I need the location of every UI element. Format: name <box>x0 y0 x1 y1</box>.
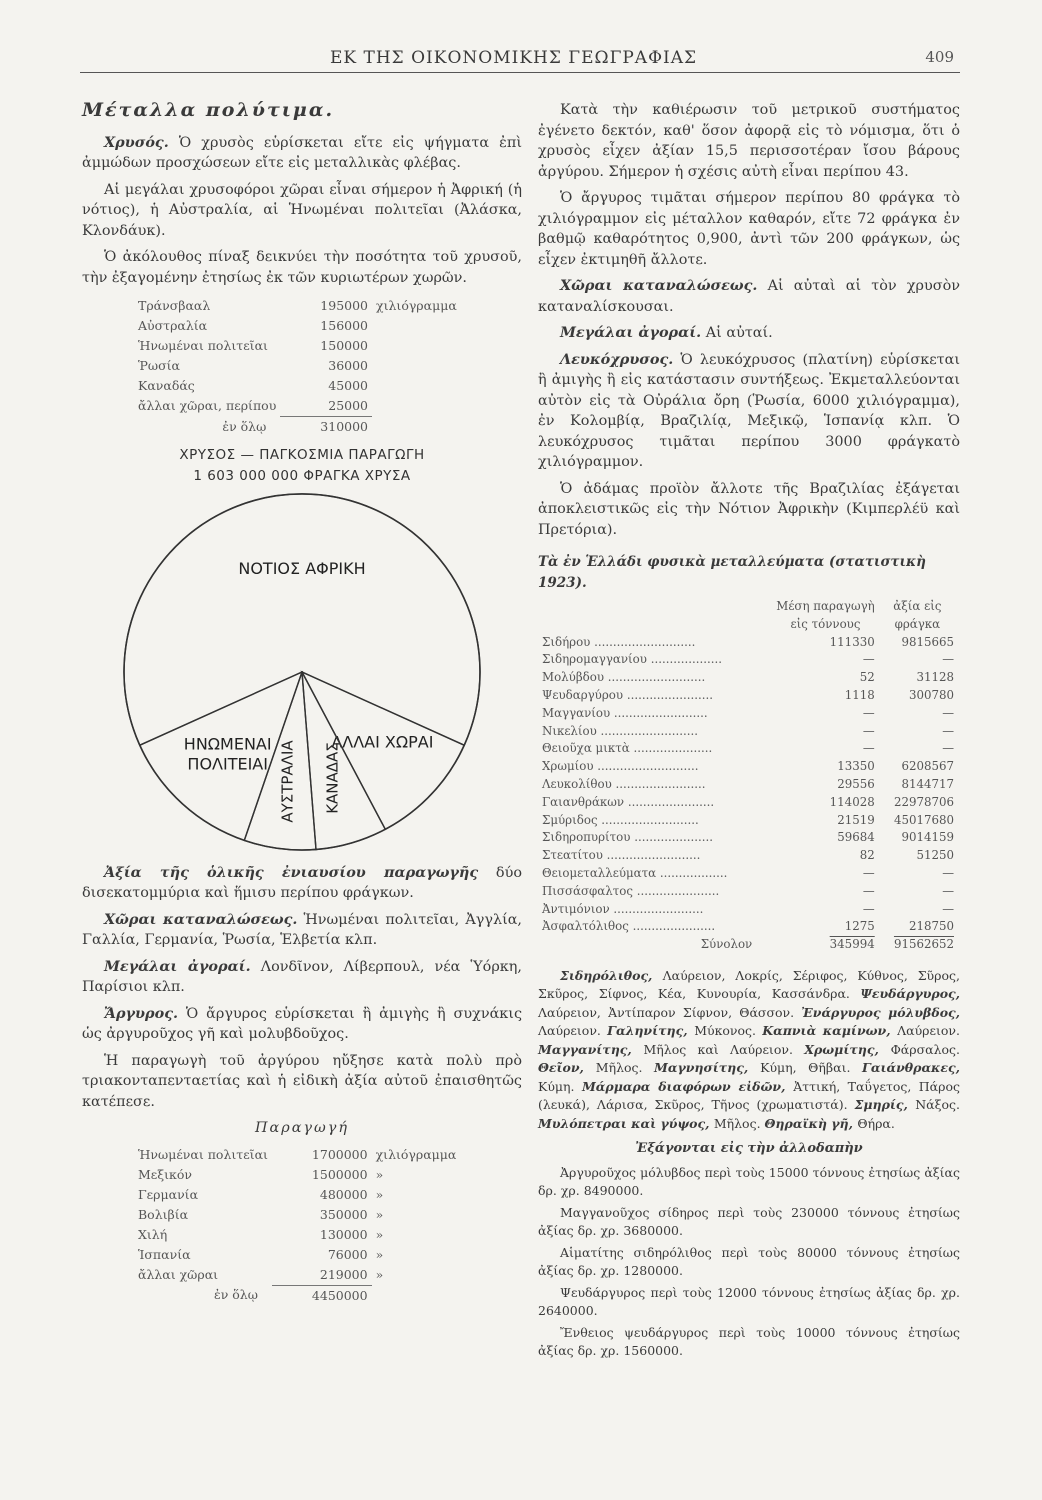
mineral-name: Νικελίου .......................... <box>542 723 699 738</box>
table-row <box>134 376 461 396</box>
table-row <box>134 336 461 356</box>
table-row <box>134 316 461 336</box>
mineral-locations: Φάρσαλος. <box>890 1041 960 1057</box>
value-lead: Ἀξία τῆς ὁλικῆς ἐνιαυσίου παραγωγῆς <box>104 863 479 881</box>
table-row <box>540 830 956 846</box>
silver-name: ἄλλαι χῶραι <box>138 1266 219 1282</box>
consume-text: Ἡνωμέναι πολιτεῖαι, Ἀγγλία, Γαλλία, Γερμανία, Ῥωσία, Ἑλβετία κλπ. <box>82 911 523 948</box>
table-row <box>540 902 956 918</box>
pie-label-other-countries: ΑΛΛΑΙ ΧΩΡΑΙ <box>331 732 434 752</box>
mineral-value: 6208567 <box>901 759 954 774</box>
silver-text: Ὁ ἄργυρος εὑρίσκεται ἢ ἀμιγὴς ἢ συχνάκις ὡς ἀργυροῦχος γῆ καὶ μολυβδοῦχος. <box>82 1005 523 1042</box>
silver-value: 480000 <box>319 1186 368 1202</box>
mineral-lead: Καπνιὰ καμίνων, <box>762 1023 898 1039</box>
mineral-name: Σιδηροπυρίτου ..................... <box>542 830 713 845</box>
gold-value: 25000 <box>280 396 372 417</box>
table-row <box>540 866 956 882</box>
table-row <box>134 296 461 316</box>
markets-text: Λονδῖνον, Λίβερπουλ, νέα Ὑόρκη, Παρίσιοι κλπ. <box>82 958 522 995</box>
mineral-tons: 114028 <box>829 794 875 809</box>
mineral-lead: Γαιάνθρακες, <box>861 1060 960 1076</box>
gold-unit <box>372 376 461 396</box>
production-title: Παραγωγή <box>254 1120 349 1136</box>
exports-list <box>538 1164 960 1361</box>
silver-name: Βολιβία <box>138 1206 189 1222</box>
silver-unit: » <box>375 1166 384 1182</box>
mineral-locations: Μῆλος. <box>713 1115 765 1131</box>
value-text: δύο δισεκατομμύρια καὶ ἥμισυ περίπου φράγκων. <box>82 864 522 901</box>
diamond-paragraph: Ὁ ἀδάμας προϊὸν ἄλλοτε τῆς Βραζιλίας ἐξάγεται ἀποκλειστικῶς εἰς τὴν Νότιον Ἀφρικὴν (Κιμπερλέϋ καὶ Πρετόρια). <box>538 480 960 538</box>
silver-unit: » <box>375 1186 384 1202</box>
page-number: 409 <box>925 48 954 66</box>
section-title: Μέταλλα πολύτιμα. <box>82 99 335 121</box>
mineral-locations: Λαύρειον. <box>897 1023 960 1039</box>
table-row <box>134 1205 460 1225</box>
mineral-value: 45017680 <box>893 812 954 827</box>
silver-price-paragraph: Ὁ ἄργυρος τιμᾶται σήμερον περίπου 80 φράγκα τὸ χιλιόγραμμον εἰς μέταλλον καθαρόν, εἴτε 72 φράγκα ἐν βαθμῷ καθαρότητος 0,900, ἀντὶ τῶν 200 φράγκων, ὡς εἶχεν ἐκτιμηθῆ ἄλλοτε. <box>538 190 960 268</box>
mineral-value: 22978706 <box>893 794 954 809</box>
export-item: Ἔνθειος ψευδάργυρος περὶ τοὺς 10000 τόννους ἐτησίως ἀξίας δρ. χρ. 1560000. <box>538 1324 960 1359</box>
mineral-value: — <box>942 723 954 738</box>
mineral-tons: 29556 <box>837 776 875 791</box>
platinum-lead: Λευκόχρυσος. <box>560 350 674 368</box>
pie-label-united-states: ΗΝΩΜΕΝΑΙ ΠΟΛΙΤΕΙΑΙ <box>183 734 272 774</box>
table-row <box>540 706 956 722</box>
mineral-tons: — <box>862 741 875 756</box>
mineral-tons: 1118 <box>844 687 875 702</box>
mineral-locations: Λαύρειον. <box>538 1023 608 1039</box>
gold-name: Τράνσβααλ <box>138 298 211 313</box>
consume-paragraph <box>82 910 522 951</box>
platinum-text: Ὁ λευκόχρυσος (πλατίνη) εὑρίσκεται ἢ ἀμιγὴς ἢ εἰς κατάστασιν συντήξεως. Ἐκμεταλλεύονται αὐτὸν εἰς τὰ Οὐράλια ὄρη (Ῥωσία, 6000 χιλιόγραμμα), ἐν Κολομβίᾳ, Βραζιλίᾳ, Μεξικῷ, Ἱσπανίᾳ κλπ. Ὁ λευκόχρυσος τιμᾶται περίπου 3000 φράγκατὸ χιλιόγραμμον. <box>538 351 960 470</box>
left-column <box>82 100 522 1306</box>
gold-unit <box>372 316 461 336</box>
consume-lead: Χῶραι καταναλώσεως. <box>104 910 298 928</box>
mineral-lead: Χρωμίτης, <box>804 1041 891 1057</box>
table-row <box>540 795 956 811</box>
silver-unit: » <box>375 1226 384 1242</box>
mineral-locations: Μύκονος. <box>694 1023 763 1039</box>
mineral-tons: — <box>862 723 875 738</box>
gold-value: 45000 <box>328 378 369 393</box>
greek-minerals-table <box>538 597 958 955</box>
silver-value: 130000 <box>319 1226 368 1242</box>
mineral-lead: Σιδηρόλιθος, <box>560 967 663 983</box>
mineral-tons: 21519 <box>837 812 875 827</box>
value-paragraph <box>82 863 522 904</box>
mineral-value: 31128 <box>916 670 954 685</box>
stats-total-value: 91562652 <box>893 937 954 952</box>
mineral-value: — <box>942 652 954 667</box>
gold-value: 36000 <box>328 358 369 373</box>
stats-col2-header-a: ἀξία εἰς <box>893 599 942 613</box>
mineral-lead: Ψευδάργυρος, <box>860 986 960 1002</box>
mineral-value: — <box>942 865 954 880</box>
silver-lead: Ἄργυρος. <box>104 1004 178 1022</box>
table-row <box>540 688 956 704</box>
silver-name: Ἡνωμέναι πολιτεῖαι <box>138 1146 268 1162</box>
silver-value: 1500000 <box>311 1166 368 1182</box>
silver-unit: » <box>375 1206 384 1222</box>
pie-label-south-africa: ΝΟΤΙΟΣ ΑΦΡΙΚΗ <box>238 559 366 579</box>
silver-value: 76000 <box>327 1246 368 1262</box>
mineral-lead: Μάρμαρα διαφόρων εἰδῶν, <box>581 1078 794 1094</box>
mineral-value: 9014159 <box>901 830 954 845</box>
mineral-lead: Γαληνίτης, <box>607 1023 695 1039</box>
mineral-name: Σμύριδος .......................... <box>542 812 699 827</box>
table-row <box>540 848 956 864</box>
mineral-name: Μολύβδου .......................... <box>542 670 706 685</box>
right-column <box>538 100 960 1364</box>
table-row <box>540 670 956 686</box>
gold-value: 150000 <box>320 338 369 353</box>
silver-production-table <box>134 1145 460 1306</box>
mineral-name: Σιδηρομαγγανίου ................... <box>542 652 722 667</box>
silver-unit: » <box>375 1266 384 1282</box>
mineral-tons: — <box>862 901 875 916</box>
silver-name: Ἱσπανία <box>138 1246 191 1262</box>
mineral-lead: Μυλόπετραι καὶ γύψος, <box>538 1115 714 1131</box>
gold-pie-chart <box>82 487 522 852</box>
table-row <box>134 1225 460 1245</box>
silver-value: 1700000 <box>311 1146 368 1162</box>
silver-name: Γερμανία <box>138 1186 199 1202</box>
mineral-tons: — <box>862 705 875 720</box>
gold-lead: Χρυσός. <box>104 133 169 151</box>
mineral-places-paragraph <box>538 967 960 1134</box>
mineral-tons: 82 <box>859 848 875 863</box>
pie-label-australia: ΑΥΣΤΡΑΛΙΑ <box>278 740 297 823</box>
silver-total-label: ἐν ὅλῳ <box>214 1287 258 1303</box>
markets-text-right: Αἱ αὐταί. <box>705 325 773 341</box>
table-row <box>134 1245 460 1265</box>
stats-total-label: Σύνολον <box>700 937 753 952</box>
mineral-name: Χρωμίου ........................... <box>542 759 699 774</box>
stats-total-row <box>540 937 956 953</box>
table-row <box>540 635 956 651</box>
mineral-value: — <box>942 705 954 720</box>
table-row <box>540 741 956 757</box>
gold-production-table <box>134 296 461 437</box>
gold-name: Ῥωσία <box>138 358 180 373</box>
mineral-value: 9815665 <box>901 634 954 649</box>
mineral-lead: Σμηρίς, <box>854 1097 916 1113</box>
table-row <box>134 1145 460 1165</box>
mineral-name: Στεατίτου ......................... <box>542 848 701 863</box>
gold-unit <box>372 336 461 356</box>
markets-paragraph <box>82 957 522 998</box>
gold-paragraph-3: Ὁ ἀκόλουθος πίναξ δεικνύει τὴν ποσότητα τοῦ χρυσοῦ, τὴν ἐξαγομένην ἐτησίως ἐκ τῶν κυριωτέρων χωρῶν. <box>82 249 522 286</box>
mineral-tons: 59684 <box>837 830 875 845</box>
silver-name: Χιλή <box>138 1226 168 1242</box>
mineral-value: — <box>942 901 954 916</box>
mineral-name: Θειομεταλλεύματα .................. <box>542 865 728 880</box>
pie-slice-south-africa <box>124 494 480 745</box>
total-row <box>134 1285 460 1306</box>
stats-header-row-2 <box>540 617 956 633</box>
mineral-tons: 13350 <box>837 759 875 774</box>
table-row <box>134 1165 460 1185</box>
metric-paragraph: Κατὰ τὴν καθιέρωσιν τοῦ μετρικοῦ συστήματος ἐγένετο δεκτόν, καθ' ὅσον ἀφορᾷ εἰς τὸ νόμισμα, ὅτι ὁ χρυσὸς εἶχεν ἀξίαν 15,5 περισσοτέραν ἴσου βάρους ἀργύρου. Σήμερον ἡ σχέσις αὐτὴ εἶναι περίπου 43. <box>538 102 960 180</box>
table-row <box>540 884 956 900</box>
export-title: Ἐξάγονται εἰς τὴν ἀλλοδαπὴν <box>635 1141 863 1157</box>
mineral-value: 300780 <box>908 687 954 702</box>
mineral-tons: — <box>862 652 875 667</box>
mineral-tons: — <box>862 883 875 898</box>
mineral-locations: Ἀττική, Ταΰγετος, Πάρος (λευκά), Λάρισα, Σκῦρος, Τῆνος (χρωματιστά). <box>538 1078 960 1113</box>
stats-col2-header-b: φράγκα <box>894 616 941 631</box>
silver-value: 350000 <box>319 1206 368 1222</box>
gold-name: Ἡνωμέναι πολιτεῖαι <box>138 338 268 353</box>
chart-subtitle: 1 603 000 000 ΦΡΑΓΚΑ ΧΡΥΣΑ <box>193 468 411 484</box>
consume-lead-right: Χῶραι καταναλώσεως. <box>560 277 758 294</box>
silver-value: 219000 <box>272 1265 372 1286</box>
silver-unit: » <box>375 1246 384 1262</box>
mineral-value: 51250 <box>916 848 954 863</box>
silver-total-value: 4450000 <box>311 1287 368 1303</box>
gold-paragraph <box>82 133 522 174</box>
table-row <box>540 724 956 740</box>
table-row <box>134 356 461 376</box>
mineral-locations: Θήρα. <box>857 1115 895 1131</box>
mineral-tons: 1275 <box>844 919 875 934</box>
mineral-value: 8144717 <box>901 776 954 791</box>
stats-header-row-1 <box>540 599 956 615</box>
mineral-tons: — <box>862 865 875 880</box>
mineral-name: Σιδήρου ........................... <box>542 634 696 649</box>
running-header <box>80 44 960 74</box>
table-row <box>540 919 956 935</box>
markets-paragraph-right <box>538 323 960 344</box>
stats-title: Τὰ ἐν Ἑλλάδι φυσικὰ μεταλλεύματα (στατιστικὴ 1923). <box>538 554 926 591</box>
export-item: Αἱματίτης σιδηρόλιθος περὶ τοὺς 80000 τόννους ἐτησίως ἀξίας δρ. χρ. 1280000. <box>538 1244 960 1279</box>
mineral-locations: Κύμη. <box>538 1078 582 1094</box>
mineral-tons: 52 <box>859 670 875 685</box>
gold-name: Καναδάς <box>138 378 195 393</box>
stats-col1-header-b: εἰς τόννους <box>790 616 861 631</box>
platinum-paragraph <box>538 350 960 473</box>
silver-paragraph-2: Ἡ παραγωγὴ τοῦ ἀργύρου ηὔξησε κατὰ πολὺ πρὸ τριακονταπενταετίας καὶ ἡ εἰδικὴ ἀξία αὐτοῦ ἐπαισθητῶς κατέπεσε. <box>82 1052 522 1110</box>
mineral-lead: Θεῖον, <box>538 1060 596 1076</box>
consume-paragraph-right <box>538 276 960 317</box>
gold-unit <box>372 396 461 417</box>
silver-unit: χιλιόγραμμα <box>375 1146 457 1162</box>
silver-paragraph <box>82 1004 522 1045</box>
mineral-name: Ἀντιμόνιον ........................ <box>542 901 704 916</box>
gold-unit <box>372 356 461 376</box>
mineral-name: Πισσάσφαλτος ...................... <box>542 883 720 898</box>
gold-unit: χιλιόγραμμα <box>376 298 457 313</box>
gold-total-label: ἐν ὅλῳ <box>222 418 267 434</box>
mineral-name: Θειοῦχα μικτὰ ..................... <box>542 741 713 756</box>
mineral-name: Ἀσφαλτόλιθος ...................... <box>542 919 716 934</box>
mineral-lead: Μαγνησίτης, <box>654 1060 761 1076</box>
mineral-locations: Μῆλος. <box>595 1060 655 1076</box>
table-row <box>134 1265 460 1286</box>
mineral-locations: Λαύρειον, Ἀντίπαρον Σίφνον, Θάσσον. <box>538 1004 802 1020</box>
export-item: Ἀργυροῦχος μόλυβδος περὶ τοὺς 15000 τόννους ἐτησίως ἀξίας δρ. χρ. 8490000. <box>538 1164 960 1199</box>
mineral-lead: Μαγγανίτης, <box>538 1041 644 1057</box>
mineral-name: Γαιανθράκων ....................... <box>542 794 715 809</box>
table-row <box>134 1185 460 1205</box>
chart-title: ΧΡΥΣΟΣ — ΠΑΓΚΟΣΜΙΑ ΠΑΡΑΓΩΓΗ <box>179 447 425 463</box>
table-row <box>134 396 461 417</box>
header-rule <box>80 72 960 73</box>
mineral-value: — <box>942 741 954 756</box>
stats-col1-header-a: Μέση παραγωγὴ <box>776 599 875 613</box>
total-row <box>134 417 461 438</box>
mineral-locations: Μῆλος καὶ Λαύρειον. <box>643 1041 805 1057</box>
mineral-tons: 111330 <box>829 634 875 649</box>
gold-name: ἄλλαι χῶραι, περίπου <box>138 398 277 414</box>
markets-lead-right: Μεγάλαι ἀγοραί. <box>560 324 702 341</box>
gold-name: Αὐστραλία <box>138 318 208 333</box>
gold-value: 195000 <box>320 298 369 313</box>
gold-text: Ὁ χρυσὸς εὑρίσκεται εἴτε εἰς ψήγματα ἐπὶ ἀμμώδων προσχώσεων εἴτε εἰς μεταλλικὰς φλέβας. <box>82 134 522 171</box>
export-item: Ψευδάργυρος περὶ τοὺς 12000 τόννους ἐτησίως ἀξίας δρ. χρ. 2640000. <box>538 1284 960 1319</box>
mineral-locations: Κύμη, Θῆβαι. <box>760 1060 862 1076</box>
mineral-locations: Νάξος. <box>915 1097 960 1113</box>
header-title: ΕΚ ΤΗΣ ΟΙΚΟΝΟΜΙΚΗΣ ΓΕΩΓΡΑΦΙΑΣ <box>330 48 698 68</box>
mineral-locations: Λαύρειον, Λοκρίς, Σέριφος, Κύθνος, Σῦρος, Σκῦρος, Σίφνος, Κέα, Κυνουρία, Κασσάνδρα. <box>538 967 960 1002</box>
table-row <box>540 652 956 668</box>
mineral-value: 218750 <box>908 919 954 934</box>
mineral-lead: Θηραϊκὴ γῆ, <box>764 1115 858 1131</box>
gold-total-value: 310000 <box>320 419 369 434</box>
silver-name: Μεξικόν <box>138 1166 192 1182</box>
gold-value: 156000 <box>320 318 369 333</box>
table-row <box>540 777 956 793</box>
mineral-name: Λευκολίθου ........................ <box>542 776 706 791</box>
stats-total-tons: 345994 <box>829 937 875 952</box>
table-row <box>540 759 956 775</box>
gold-paragraph-2: Αἱ μεγάλαι χρυσοφόροι χῶραι εἶναι σήμερον ἡ Ἀφρική (ἡ νότιος), ἡ Αὐστραλία, αἱ Ἡνωμέναι πολιτεῖαι (Ἀλάσκα, Κλονδάυκ). <box>82 181 522 239</box>
consume-text-right: Αἱ αὐταὶ αἱ τὸν χρυσὸν καταναλίσκουσαι. <box>538 278 960 315</box>
pie-label-canada: ΚΑΝΑΔΑΣ <box>323 742 342 814</box>
markets-lead: Μεγάλαι ἀγοραί. <box>104 957 251 975</box>
table-row <box>540 813 956 829</box>
mineral-name: Ψευδαργύρου ....................... <box>542 687 714 702</box>
mineral-name: Μαγγανίου ......................... <box>542 705 708 720</box>
mineral-lead: Ἐνάργυρος μόλυβδος, <box>801 1004 960 1020</box>
export-item: Μαγγανοῦχος σίδηρος περὶ τοὺς 230000 τόννους ἐτησίως ἀξίας δρ. χρ. 3680000. <box>538 1204 960 1239</box>
mineral-value: — <box>942 883 954 898</box>
